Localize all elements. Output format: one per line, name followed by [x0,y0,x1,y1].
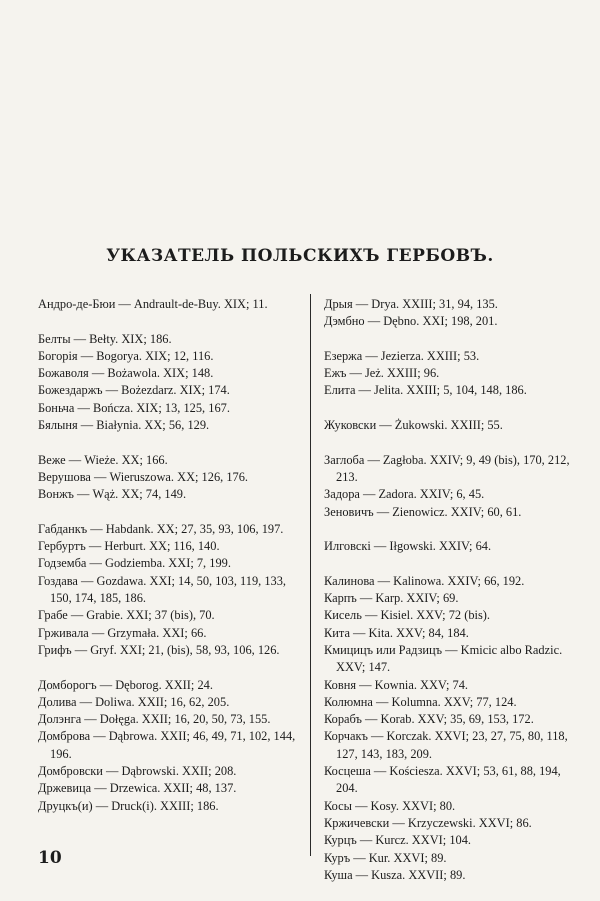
index-group [324,573,574,884]
index-entry: Бялыня — Białynia. XX; 56, 129. [38,418,210,433]
index-group [38,521,300,659]
index-entry: Грживала — Grzymała. XXI; 66. [38,625,207,640]
index-entry: Кржичевски — Krzyczewski. XXVI; 86. [324,815,532,830]
index-entry: Белты — Bełty. XIX; 186. [38,331,172,346]
column-divider [310,294,311,856]
index-group [38,677,300,815]
index-entry: Езержа — Jezierza. XXIII; 53. [324,348,480,363]
index-entry: Илговскі — Iłgowski. XXIV; 64. [324,539,492,554]
index-entry: Заглоба — Zagłoba. XXIV; 9, 49 (bis), 170, 212, 213. [324,452,570,484]
index-entry: Корчакъ — Korczak. XXVI; 23, 27, 75, 80, 118, 127, 143, 183, 209. [324,729,568,761]
index-entry: Домброва — Dąbrowa. XXII; 46, 49, 71, 102, 144, 196. [38,729,296,761]
page-title: УКАЗАТЕЛЬ ПОЛЬСКИХЪ ГЕРБОВЪ. [106,246,494,266]
index-entry: Куша — Kusza. XXVII; 89. [324,867,466,882]
index-column-right [324,296,574,901]
index-group [324,538,574,555]
index-entry: Задора — Zadora. XXIV; 6, 45. [324,487,485,502]
index-entry: Домбровски — Dąbrowski. XXII; 208. [38,764,237,779]
index-entry: Вонжъ — Wąż. XX; 74, 149. [38,487,187,502]
index-group [38,452,300,504]
index-entry: Карпъ — Karp. XXIV; 69. [324,591,459,606]
index-entry: Грифъ — Gryf. XXI; 21, (bis), 58, 93, 106, 126. [38,642,280,657]
index-entry: Друцкъ(и) — Druck(i). XXIII; 186. [38,798,219,813]
index-entry: Кмицицъ или Радзицъ — Kmicic albo Radzic. XXV; 147. [324,642,563,675]
index-entry: Елита — Jelita. XXIII; 5, 104, 148, 186. [324,383,527,398]
index-entry: Долива — Doliwa. XXII; 16, 62, 205. [38,694,230,709]
index-entry: Зеновичъ — Zienowicz. XXIV; 60, 61. [324,504,522,519]
index-group [324,348,574,400]
index-entry: Долэнга — Dołęga. XXII; 16, 20, 50, 73, 155. [38,712,271,727]
index-group [324,417,574,434]
index-entry: Годземба — Godziemba. XXI; 7, 199. [38,556,231,571]
index-entry: Кита — Kita. XXV; 84, 184. [324,625,469,640]
index-column-left [38,296,300,832]
index-entry: Веже — Wieże. XX; 166. [38,452,168,467]
index-entry: Косы — Kosy. XXVI; 80. [324,798,456,813]
index-entry: Косцеша — Kościesza. XXVI; 53, 61, 88, 194, 204. [324,764,561,796]
index-entry: Богорія — Bogorya. XIX; 12, 116. [38,348,214,363]
index-entry: Божездаржъ — Bożezdarz. XIX; 174. [38,383,230,398]
index-entry: Корабъ — Korab. XXV; 35, 69, 153, 172. [324,712,534,727]
index-entry: Верушова — Wieruszowa. XX; 126, 176. [38,469,249,484]
index-entry: Ежъ — Jeż. XXIII; 96. [324,366,440,381]
index-entry: Боньча — Bończa. XIX; 13, 125, 167. [38,400,230,415]
index-entry: Домборогъ — Dęborog. XXII; 24. [38,677,213,692]
index-entry: Грабе — Grabie. XXI; 37 (bis), 70. [38,608,215,623]
index-entry: Андро-де-Бюи — Andrault-de-Buy. XIX; 11. [38,297,268,311]
index-entry: Колюмна — Kolumna. XXV; 77, 124. [324,694,517,709]
index-entry: Дэмбно — Dębno. XXI; 198, 201. [324,314,498,329]
index-entry: Габданкъ — Habdank. XX; 27, 35, 93, 106, 197. [38,521,284,536]
index-entry: Гербуртъ — Herburt. XX; 116, 140. [38,539,220,554]
index-group [324,296,574,331]
index-group [38,331,300,435]
index-entry: Дрыя — Drya. XXIII; 31, 94, 135. [324,297,498,311]
index-entry: Калинова — Kalinowa. XXIV; 66, 192. [324,573,525,588]
index-entry: Кисель — Kisiel. XXV; 72 (bis). [324,608,491,623]
index-group [324,452,574,521]
page-number: 10 [38,848,62,868]
index-entry: Ковня — Kownia. XXV; 74. [324,677,468,692]
index-entry: Жуковски — Żukowski. XXIII; 55. [324,418,503,433]
index-entry: Курцъ — Kurcz. XXVI; 104. [324,833,472,848]
index-group [38,296,300,313]
index-entry: Куръ — Kur. XXVI; 89. [324,850,447,865]
index-entry: Држевица — Drzewica. XXII; 48, 137. [38,781,237,796]
index-entry: Божаволя — Bożawola. XIX; 148. [38,366,214,381]
index-entry: Гоздава — Gozdawa. XXI; 14, 50, 103, 119, 133, 150, 174, 185, 186. [38,573,287,606]
